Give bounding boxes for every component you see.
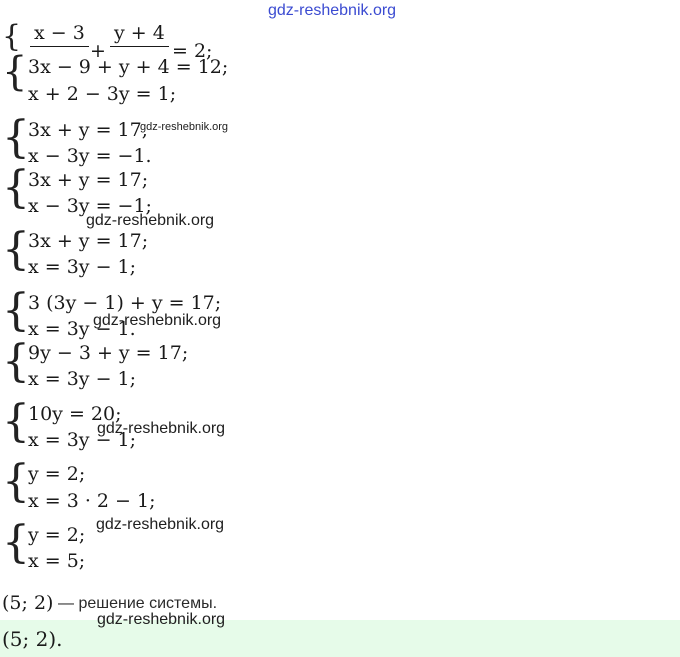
watermark: gdz-reshebnik.org xyxy=(96,516,225,533)
watermark: gdz-reshebnik.org xyxy=(86,212,215,229)
equation-line: x = 5; xyxy=(28,550,86,572)
system-brace: { xyxy=(2,49,28,95)
equation-line: x = 3 · 2 − 1; xyxy=(28,490,156,512)
fraction-bar xyxy=(110,46,169,47)
equation-rhs: = 2; xyxy=(172,40,213,62)
fraction-numerator: x − 3 xyxy=(34,22,85,44)
fraction-numerator: y + 4 xyxy=(114,22,165,44)
fraction-bar xyxy=(30,46,89,47)
equation-line: 9y − 3 + y = 17; xyxy=(28,342,189,364)
watermark: gdz-reshebnik.org xyxy=(97,420,226,437)
plus-sign: + xyxy=(90,40,106,62)
watermark-top: gdz-reshebnik.org xyxy=(268,2,397,19)
system-brace: { xyxy=(2,396,30,447)
equation-line: 3x − 9 + y + 4 = 12; xyxy=(28,56,229,78)
equation-line: 3 (3y − 1) + y = 17; xyxy=(28,292,222,314)
answer-value: (5; 2). xyxy=(2,627,63,651)
system-brace: { xyxy=(2,285,30,336)
equation-line: x = 3y − 1; xyxy=(28,429,137,451)
equation-line: 3x + y = 17; xyxy=(28,230,149,252)
equation-line: y = 2; xyxy=(28,524,86,546)
watermark: gdz-reshebnik.org xyxy=(93,312,222,329)
equation-line: y = 2; xyxy=(28,463,86,485)
system-brace: { xyxy=(2,336,30,387)
equation-line: 3x + y = 17, xyxy=(28,119,148,141)
equation-line: 10y = 20; xyxy=(28,403,122,425)
fraction-x-minus-3 xyxy=(30,22,89,49)
system-brace: { xyxy=(2,456,30,507)
system-brace: { xyxy=(2,224,30,275)
equation-line: 3x + y = 17; xyxy=(28,169,149,191)
watermark: gdz-reshebnik.org xyxy=(140,121,229,133)
system-brace: { xyxy=(2,517,30,568)
watermark: gdz-reshebnik.org xyxy=(97,611,226,628)
solution-pair: (5; 2) xyxy=(2,592,54,614)
equation-line: x = 3y − 1. xyxy=(28,318,136,340)
fraction-y-plus-4 xyxy=(110,22,169,49)
system-brace: { xyxy=(2,19,22,54)
system-brace: { xyxy=(2,162,30,213)
equation-line: x + 2 − 3y = 1; xyxy=(28,83,177,105)
system-brace: { xyxy=(2,112,30,163)
equation-line: x − 3y = −1; xyxy=(28,195,152,217)
equation-line: x = 3y − 1; xyxy=(28,368,137,390)
equation-line: x = 3y − 1; xyxy=(28,256,137,278)
equation-line: x − 3y = −1. xyxy=(28,145,152,167)
solution-label: — решение системы. xyxy=(58,595,218,612)
